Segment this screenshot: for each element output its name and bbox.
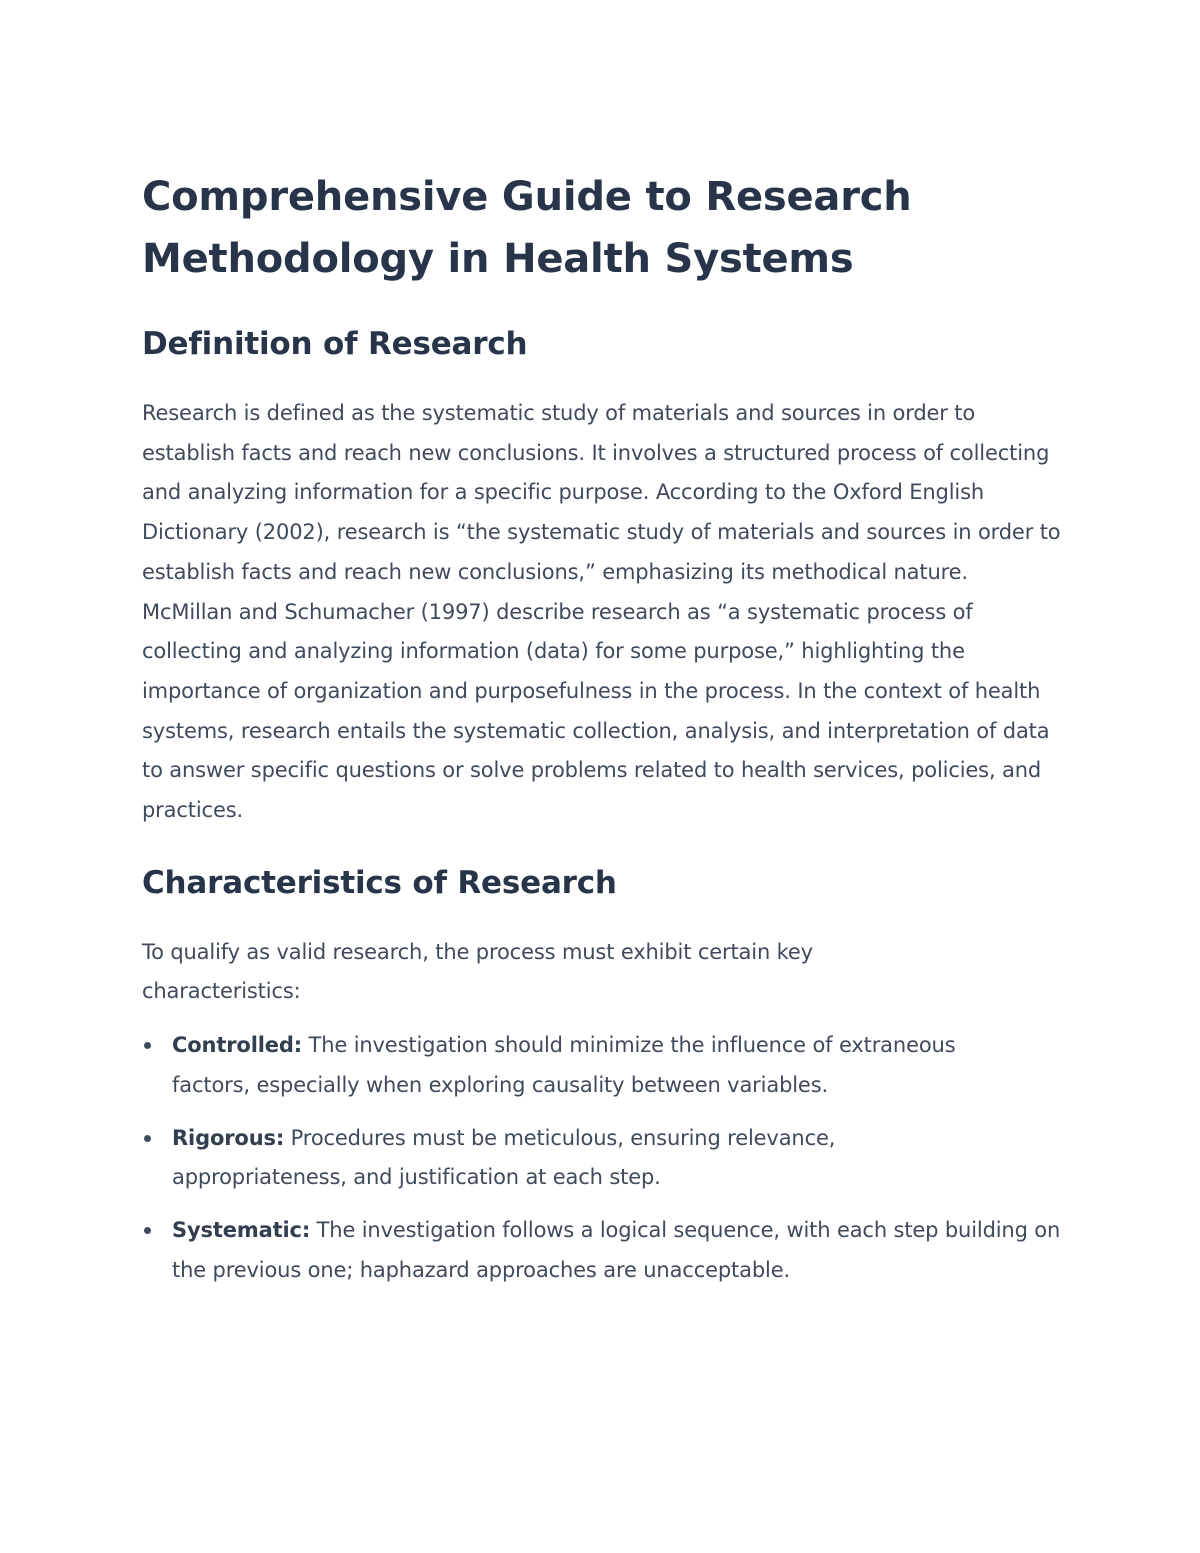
list-item-rigorous <box>142 1119 972 1198</box>
list-item-systematic <box>142 1211 1062 1290</box>
bullet-text: The investigation follows a logical sequence, with each step building on the previous one; haphazard approaches are unacceptable. <box>172 1217 1061 1282</box>
bullet-text: Procedures must be meticulous, ensuring relevance, appropriateness, and justification at each step. <box>172 1125 836 1190</box>
list-item-controlled <box>142 1026 972 1105</box>
section-heading-definition: Definition of Research <box>142 326 528 362</box>
bullet-icon <box>144 1135 151 1142</box>
bullet-text: The investigation should minimize the influence of extraneous factors, especially when exploring causality between variables. <box>172 1033 956 1097</box>
section-heading-characteristics: Characteristics of Research <box>142 864 617 901</box>
document-page <box>142 166 1062 1290</box>
characteristics-list <box>142 1026 1062 1290</box>
bullet-term: Controlled: <box>172 1033 303 1058</box>
bullet-icon <box>144 1042 151 1049</box>
definition-paragraph: Research is defined as the systematic study of materials and sources in order to establish facts and reach new conclusions. It involves a structured process of collecting and analyzing information for a specific purpose. According to the Oxford English Dictionary (2002), research is “the systematic study of materials and sources in order to establish facts and reach new conclusions,” emphasizing its methodical nature. McMillan and Schumacher (1997) describe research as “a systematic process of collecting and analyzing information (data) for some purpose,” highlighting the importance of organization and purposefulness in the process. In the context of health systems, research entails the systematic collection, analysis, and interpretation of data to answer specific questions or solve problems related to health services, policies, and practices. <box>142 401 1061 823</box>
bullet-icon <box>144 1227 151 1234</box>
document-title: Comprehensive Guide to Research Methodology in Health Systems <box>142 174 912 282</box>
bullet-term: Systematic: <box>172 1217 311 1242</box>
bullet-term: Rigorous: <box>172 1125 285 1150</box>
characteristics-intro: To qualify as valid research, the process must exhibit certain key characteristics: <box>142 939 813 1004</box>
